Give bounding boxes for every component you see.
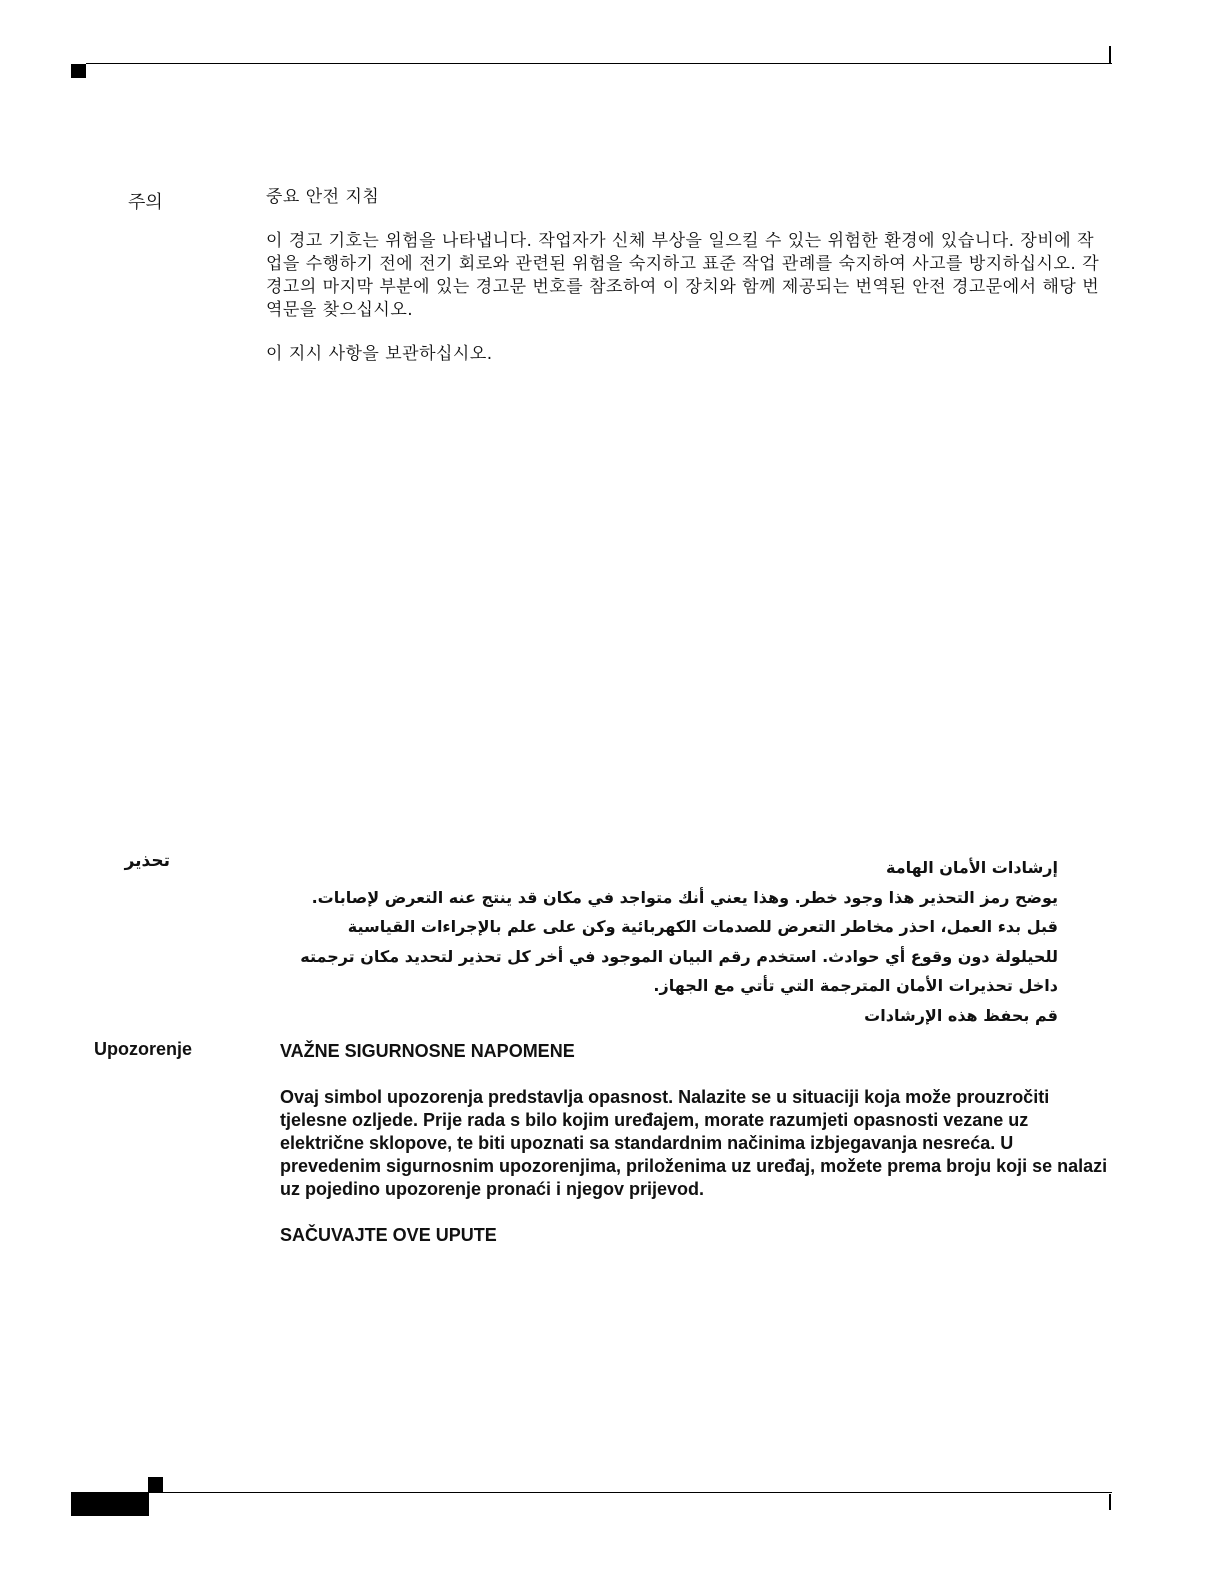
croatian-warning-title: VAŽNE SIGURNOSNE NAPOMENE bbox=[280, 1041, 575, 1061]
arabic-warning-label: تحذير bbox=[124, 851, 170, 871]
korean-warning-title: 중요 안전 지침 bbox=[266, 187, 380, 207]
arabic-warning-body bbox=[290, 853, 1058, 1030]
croatian-warning-save: SAČUVAJTE OVE UPUTE bbox=[280, 1225, 497, 1245]
footer-page-tab bbox=[71, 1492, 149, 1516]
footer-marker bbox=[148, 1477, 163, 1492]
arabic-warning-text: يوضح رمز التحذير هذا وجود خطر. وهذا يعني أنك متواجد في مكان قد ينتج عنه التعرض لإصابات. قبل بدء العمل، احذر مخاطر التعرض للصدمات الكهربائية وكن على علم بالإجراءات القياسية للحيلولة دون وقوع أي حوادث. استخدم رقم البيان الموجود في أخر كل تحذير لتحديد مكان ترجمته داخل تحذيرات الأمان المترجمة التي تأتي مع الجهاز. bbox=[300, 887, 1058, 995]
croatian-warning-label: Upozorenje bbox=[94, 1039, 193, 1059]
korean-warning-text: 이 경고 기호는 위험을 나타냅니다. 작업자가 신체 부상을 일으킬 수 있는 위험한 환경에 있습니다. 장비에 작업을 수행하기 전에 전기 회로와 관련된 위험을 숙지하고 표준 작업 관례를 숙지하여 사고를 방지하십시오. 각 경고의 마지막 부분에 있는 경고문 번호를 참조하여 이 장치와 함께 제공되는 번역된 안전 경고문에서 해당 번역문을 찾으십시오. bbox=[266, 231, 1100, 320]
footer-rule bbox=[148, 1492, 1112, 1493]
arabic-warning-title: إرشادات الأمان الهامة bbox=[886, 858, 1058, 877]
arabic-warning-save: قم بحفظ هذه الإرشادات bbox=[864, 1005, 1058, 1025]
croatian-warning-text: Ovaj simbol upozorenja predstavlja opasnost. Nalazite se u situaciji koja može prouzročiti tjelesne ozljede. Prije rada s bilo kojim uređajem, morate razumjeti opasnosti vezane uz električne sklopove, te biti upoznati sa standardnim načinima izbjegavanja nesreća. U prevedenim sigurnosnim upozorenjima, priloženima uz uređaj, možete prema broju koji se nalazi uz pojedino upozorenje pronaći i njegov prijevod. bbox=[280, 1087, 1108, 1199]
header-marker bbox=[71, 64, 86, 78]
korean-warning-label: 주의 bbox=[128, 192, 163, 213]
header-tick bbox=[1109, 46, 1111, 64]
korean-warning-save: 이 지시 사항을 보관하십시오. bbox=[266, 344, 493, 364]
header-rule bbox=[86, 63, 1112, 64]
korean-warning-body bbox=[266, 186, 1106, 387]
footer-tick bbox=[1109, 1494, 1111, 1510]
croatian-warning-body bbox=[280, 1040, 1110, 1270]
